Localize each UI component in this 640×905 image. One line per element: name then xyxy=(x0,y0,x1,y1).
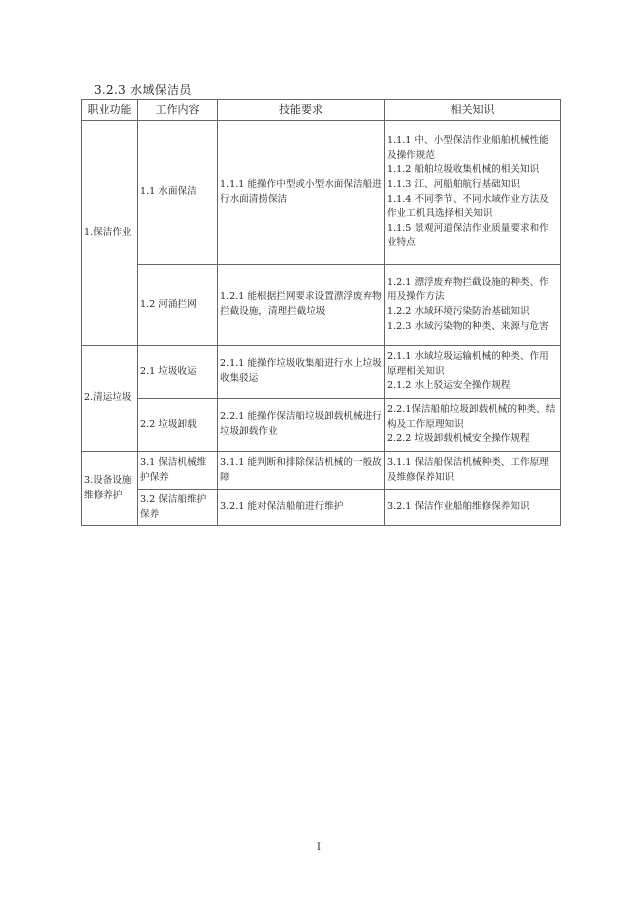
table-row xyxy=(82,265,561,346)
skill-cell: 1.2.1 能根据拦网要求设置漂浮废弃物拦截设施，清理拦截垃圾 xyxy=(218,265,385,346)
table-row xyxy=(82,490,561,526)
knowledge-item: 2.1.1 水域垃圾运输机械的种类、作用原理相关知识 xyxy=(387,351,549,377)
knowledge-item: 1.1.2 船舶垃圾收集机械的相关知识 xyxy=(387,164,540,176)
knowledge-cell xyxy=(385,399,561,452)
knowledge-cell xyxy=(385,265,561,346)
knowledge-cell xyxy=(385,490,561,526)
knowledge-item: 1.1.3 江、河船舶航行基础知识 xyxy=(387,178,520,190)
knowledge-cell xyxy=(385,121,561,265)
occupation-table xyxy=(81,99,561,526)
work-content-cell: 1.2 河涌拦网 xyxy=(138,265,218,346)
skill-cell: 2.2.1 能操作保洁船垃圾卸载机械进行垃圾卸载作业 xyxy=(218,399,385,452)
work-content-cell: 2.2 垃圾卸载 xyxy=(138,399,218,452)
work-content-cell: 2.1 垃圾收运 xyxy=(138,346,218,399)
skill-cell: 3.1.1 能判断和排除保洁机械的一般故障 xyxy=(218,452,385,490)
function-cell: 1.保洁作业 xyxy=(82,121,138,346)
page-number: I xyxy=(317,842,321,853)
function-cell: 3.设备设施维修养护 xyxy=(82,452,138,526)
header-function: 职业功能 xyxy=(82,100,138,121)
header-work-content: 工作内容 xyxy=(138,100,218,121)
table-row xyxy=(82,399,561,452)
table-row xyxy=(82,346,561,399)
table-header-row xyxy=(82,100,561,121)
knowledge-item: 1.1.1 中、小型保洁作业船舶机械性能及操作规范 xyxy=(387,135,549,161)
header-skill-requirement: 技能要求 xyxy=(218,100,385,121)
skill-cell: 3.2.1 能对保洁船舶进行维护 xyxy=(218,490,385,526)
knowledge-cell xyxy=(385,346,561,399)
skill-cell: 1.1.1 能操作中型或小型水面保洁船进行水面清捞保洁 xyxy=(218,121,385,265)
skill-cell: 2.1.1 能操作垃圾收集船进行水上垃圾收集驳运 xyxy=(218,346,385,399)
knowledge-item: 1.2.2 水域环境污染防治基础知识 xyxy=(387,306,530,317)
knowledge-item: 3.1.1 保洁船保洁机械种类、工作原理及维修保养知识 xyxy=(387,456,549,483)
section-title: 3.2.3 水域保洁员 xyxy=(94,83,192,97)
work-content-cell: 3.2 保洁船维护保养 xyxy=(138,490,218,526)
knowledge-item: 1.1.4 不同季节、不同水域作业方法及作业工机具选择相关知识 xyxy=(387,193,549,220)
work-content-cell: 1.1 水面保洁 xyxy=(138,121,218,265)
knowledge-item: 1.1.5 景观河道保洁作业质量要求和作业特点 xyxy=(387,222,549,249)
knowledge-item: 3.2.1 保洁作业船舶维修保养知识 xyxy=(387,501,530,513)
table-row xyxy=(82,121,561,265)
knowledge-item: 2.1.2 水上驳运安全操作规程 xyxy=(387,380,511,392)
knowledge-item: 1.2.1 漂浮废弃物拦截设施的种类、作用及操作方法 xyxy=(387,276,549,303)
header-related-knowledge: 相关知识 xyxy=(385,100,561,121)
work-content-cell: 3.1 保洁机械维护保养 xyxy=(138,452,218,490)
knowledge-item: 2.2.1保洁船舶垃圾卸载机械的种类、结构及工作原理知识 xyxy=(387,404,556,430)
knowledge-item: 1.2.3 水域污染物的种类、来源与危害 xyxy=(387,320,549,332)
function-cell: 2.清运垃圾 xyxy=(82,346,138,452)
knowledge-item: 2.2.2 垃圾卸载机械安全操作规程 xyxy=(387,433,530,445)
table-row xyxy=(82,452,561,490)
knowledge-cell xyxy=(385,452,561,490)
